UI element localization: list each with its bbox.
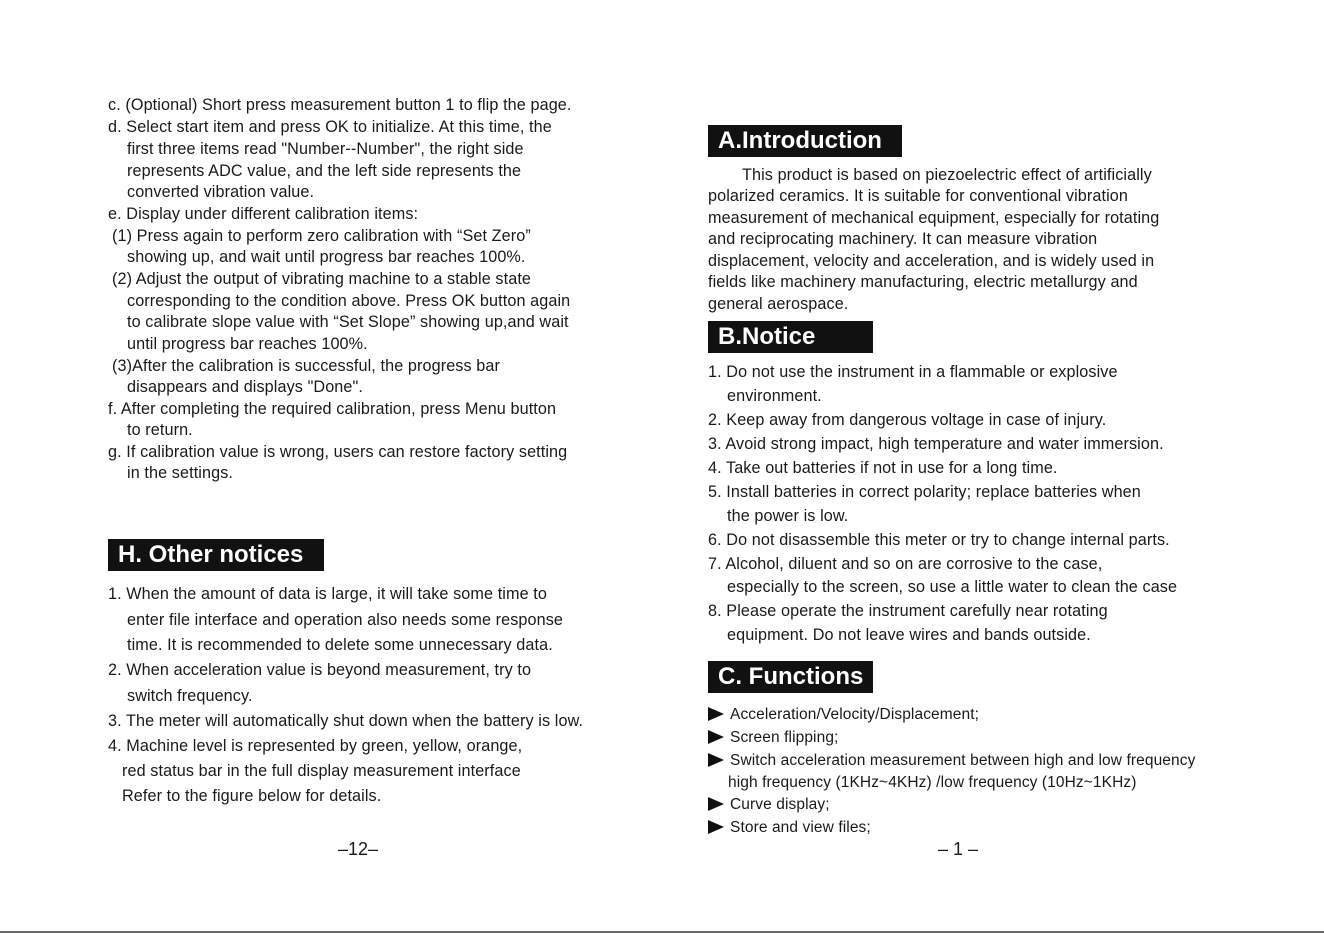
calibration-step-g-cont: in the settings. [127,464,233,482]
calibration-step-d-cont: first three items read "Number--Number", the right side [127,140,524,158]
other-notice-2: 2. When acceleration value is beyond measurement, try to [108,661,532,679]
notice-5: 5. Install batteries in correct polarity; replace batteries when [708,483,1141,501]
page-number-left: –12– [338,839,379,859]
function-label: Screen flipping; [730,729,839,746]
other-notice-3: 3. The meter will automatically shut down when the battery is low. [108,712,584,730]
arrow-bullet-icon [708,753,724,767]
notice-7-cont: especially to the screen, so use a little water to clean the case [727,578,1178,596]
introduction-line: polarized ceramics. It is suitable for conventional vibration [708,187,1128,205]
calibration-step-c: c. (Optional) Short press measurement button 1 to flip the page. [108,96,572,114]
introduction-line: fields like machinery manufacturing, electric metallurgy and [708,273,1138,291]
other-notice-4: 4. Machine level is represented by green, yellow, orange, [108,737,523,755]
function-label: Acceleration/Velocity/Displacement; [730,706,980,723]
calibration-substep-2: (2) Adjust the output of vibrating machine to a stable state [112,270,532,288]
calibration-step-f-cont: to return. [127,421,193,439]
function-item-cont: high frequency (1KHz~4KHz) /low frequency (10Hz~1KHz) [728,774,1137,791]
introduction-heading: A.Introduction [708,125,902,157]
calibration-substep-2-cont: until progress bar reaches 100%. [127,335,368,353]
introduction-line: displacement, velocity and acceleration, and is widely used in [708,252,1155,270]
calibration-substep-3-cont: disappears and displays "Done". [127,378,363,396]
arrow-bullet-icon [708,797,724,811]
other-notice-4-cont: Refer to the figure below for details. [122,787,382,805]
calibration-step-d-cont: represents ADC value, and the left side represents the [127,162,522,180]
notice-6: 6. Do not disassemble this meter or try to change internal parts. [708,531,1170,549]
calibration-step-g: g. If calibration value is wrong, users can restore factory setting [108,443,568,461]
function-item [708,728,838,748]
function-label: Store and view files; [730,819,871,836]
calibration-step-d: d. Select start item and press OK to initialize. At this time, the [108,118,552,136]
calibration-substep-1-cont: showing up, and wait until progress bar reaches 100%. [127,248,526,266]
notice-7: 7. Alcohol, diluent and so on are corrosive to the case, [708,555,1103,573]
notice-1-cont: environment. [727,387,822,405]
page-number-right: – 1 – [938,839,979,859]
function-item [708,705,979,725]
notice-1: 1. Do not use the instrument in a flammable or explosive [708,363,1118,381]
calibration-step-d-cont: converted vibration value. [127,183,315,201]
bottom-edge-rule [0,931,1324,933]
function-item [708,751,1195,771]
introduction-line: general aerospace. [708,295,849,313]
calibration-substep-3: (3)After the calibration is successful, the progress bar [112,357,500,375]
other-notice-2-cont: switch frequency. [127,687,253,705]
functions-heading: C. Functions [708,661,873,693]
function-item [708,795,830,815]
calibration-step-f: f. After completing the required calibration, press Menu button [108,400,557,418]
notice-2: 2. Keep away from dangerous voltage in case of injury. [708,411,1107,429]
other-notice-1-cont: time. It is recommended to delete some unnecessary data. [127,636,553,654]
calibration-substep-2-cont: corresponding to the condition above. Press OK button again [127,292,571,310]
notice-8: 8. Please operate the instrument carefully near rotating [708,602,1108,620]
notice-3: 3. Avoid strong impact, high temperature and water immersion. [708,435,1164,453]
introduction-line: measurement of mechanical equipment, especially for rotating [708,209,1160,227]
arrow-bullet-icon [708,707,724,721]
function-label: Switch acceleration measurement between high and low frequency [730,752,1196,769]
arrow-bullet-icon [708,820,724,834]
notice-4: 4. Take out batteries if not in use for a long time. [708,459,1058,477]
calibration-substep-2-cont: to calibrate slope value with “Set Slope” showing up,and wait [127,313,569,331]
other-notice-1-cont: enter file interface and operation also needs some response [127,611,564,629]
notice-5-cont: the power is low. [727,507,849,525]
other-notice-4-cont: red status bar in the full display measurement interface [122,762,521,780]
introduction-line: This product is based on piezoelectric effect of artificially [742,166,1152,184]
calibration-step-e: e. Display under different calibration items: [108,205,419,223]
function-item [708,818,871,838]
function-label: Curve display; [730,796,830,813]
calibration-substep-1: (1) Press again to perform zero calibration with “Set Zero” [112,227,531,245]
arrow-bullet-icon [708,730,724,744]
other-notice-1: 1. When the amount of data is large, it will take some time to [108,585,547,603]
other-notices-heading: H. Other notices [108,539,324,571]
introduction-line: and reciprocating machinery. It can measure vibration [708,230,1098,248]
notice-heading: B.Notice [708,321,873,353]
notice-8-cont: equipment. Do not leave wires and bands outside. [727,626,1091,644]
